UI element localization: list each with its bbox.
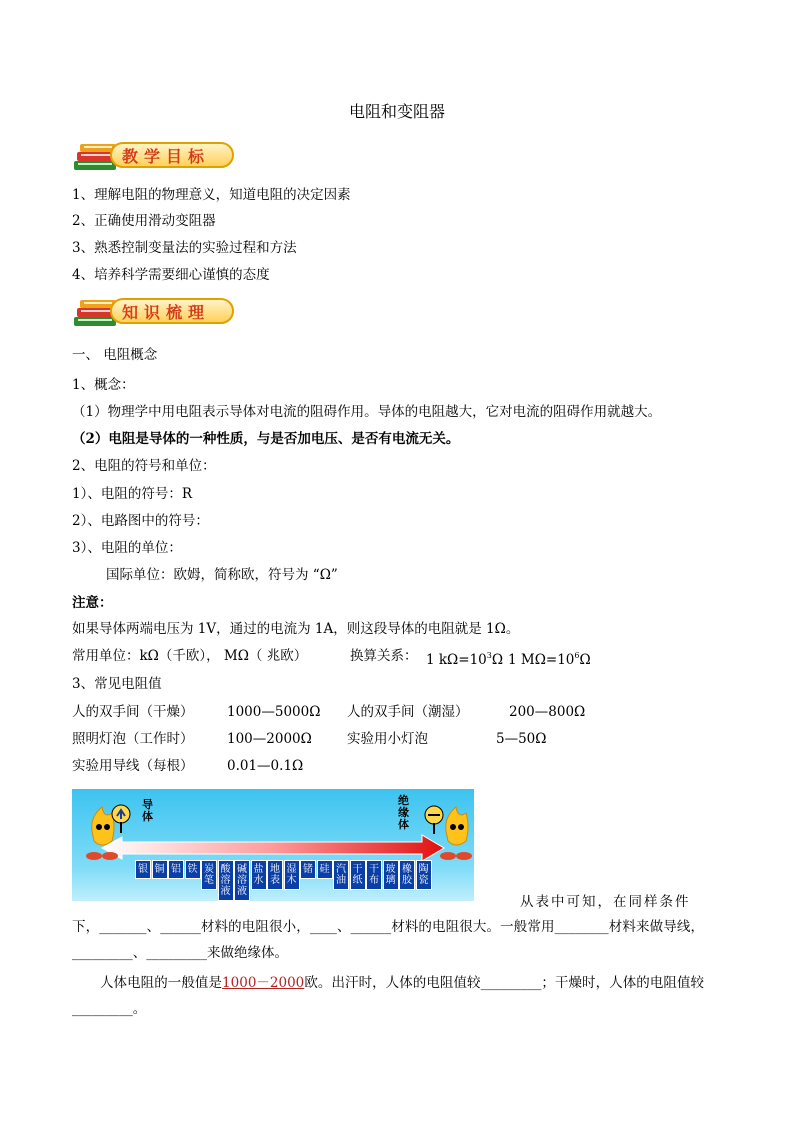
material-box: 炭笔 <box>201 860 217 890</box>
concept-heading: 1、概念： <box>72 377 135 393</box>
material-box: 碱溶液 <box>234 860 250 901</box>
conversion-label: 换算关系： <box>350 648 418 664</box>
material-box: 陶瓷 <box>416 860 432 890</box>
material-box: 铜 <box>152 860 168 879</box>
value-range: 200—800Ω <box>509 704 586 720</box>
value-range: 100—2000Ω <box>227 731 312 747</box>
material-box: 汽油 <box>333 860 349 890</box>
value-name: 实验用导线（每根） <box>72 758 194 774</box>
knowledge-review-banner <box>72 293 236 331</box>
material-box: 酸溶液 <box>218 860 234 901</box>
banner-title: 教学目标 <box>122 147 211 166</box>
goal-item: 3、熟悉控制变量法的实验过程和方法 <box>72 240 297 256</box>
fill-text-1b: 下，_______、______材料的电阻很小，____、______材料的电阻很大。一般常用________材料来做导线，_________、_________来做绝缘体。 <box>72 919 704 961</box>
goal-item: 1、理解电阻的物理意义，知道电阻的决定因素 <box>72 187 351 203</box>
material-box: 地表 <box>267 860 283 890</box>
value-range: 1000—5000Ω <box>227 704 321 720</box>
material-box: 铁 <box>185 860 201 879</box>
concept-text-2: （2）电阻是导体的一种性质，与是否加电压、是否有电流无关。 <box>72 431 460 447</box>
value-name: 实验用小灯泡 <box>347 731 428 747</box>
symbol-item: 1）、电阻的符号：R <box>72 486 193 502</box>
material-box: 干布 <box>366 860 382 890</box>
material-box: 银 <box>135 860 151 879</box>
conductor-label: 导体 <box>142 798 153 823</box>
symbol-item: 2）、电路图中的符号： <box>72 513 209 529</box>
conversion-k: 1 $k\Omega=10^3\Omega$ <box>426 651 504 668</box>
material-box: 硅 <box>317 860 333 879</box>
fill-text-2: 人体电阻的一般值是1000－2000欧。出汗时，人体的电阻值较_________；干燥时，人体的电阻值较_________。 <box>72 975 705 1017</box>
goal-item: 2、正确使用滑动变阻器 <box>72 213 216 229</box>
teaching-goals-banner <box>72 137 236 175</box>
banner-title: 知识梳理 <box>122 303 211 322</box>
symbol-heading: 2、电阻的符号和单位： <box>72 458 216 474</box>
value-name: 照明灯泡（工作时） <box>72 731 194 747</box>
value-name: 人的双手间（潮湿） <box>347 704 469 720</box>
note-text: 如果导体两端电压为 1V，通过的电流为 1A，则这段导体的电阻就是 1Ω。 <box>72 621 520 637</box>
fill-text-1a: 从表中可知，在同样条件 <box>520 894 691 910</box>
conductor-insulator-figure <box>72 789 474 901</box>
note-heading: 注意： <box>72 595 113 611</box>
value-range: 5—50Ω <box>496 731 547 747</box>
symbol-item: 3）、电阻的单位： <box>72 540 182 556</box>
goal-item: 4、培养科学需要细心谨慎的态度 <box>72 267 270 283</box>
section-heading: 一、 电阻概念 <box>72 347 158 363</box>
page-title: 电阻和变阻器 <box>348 102 445 121</box>
material-box: 湿木 <box>284 860 300 890</box>
material-box: 干纸 <box>350 860 366 890</box>
concept-text-1: （1）物理学中用电阻表示导体对电流的阻碍作用。导体的电阻越大，它对电流的阻碍作用就越大。 <box>72 404 662 420</box>
material-box: 锗 <box>300 860 316 879</box>
value-range: 0.01—0.1Ω <box>227 758 304 774</box>
value-name: 人的双手间（干燥） <box>72 704 194 720</box>
material-box: 盐水 <box>251 860 267 890</box>
common-values-heading: 3、常见电阻值 <box>72 676 162 692</box>
material-box: 铝 <box>168 860 184 879</box>
common-units: 常用单位：kΩ（千欧）， MΩ（ 兆欧） <box>72 648 308 664</box>
insulator-label: 绝缘体 <box>398 794 409 831</box>
material-box: 玻璃 <box>383 860 399 890</box>
material-box: 橡胶 <box>399 860 415 890</box>
human-resistance-value: 1000－2000 <box>222 975 305 991</box>
si-unit-text: 国际单位：欧姆，简称欧，符号为 “Ω” <box>106 567 338 583</box>
conversion-m: 1 $M\Omega=10^6\Omega$ <box>508 651 591 668</box>
